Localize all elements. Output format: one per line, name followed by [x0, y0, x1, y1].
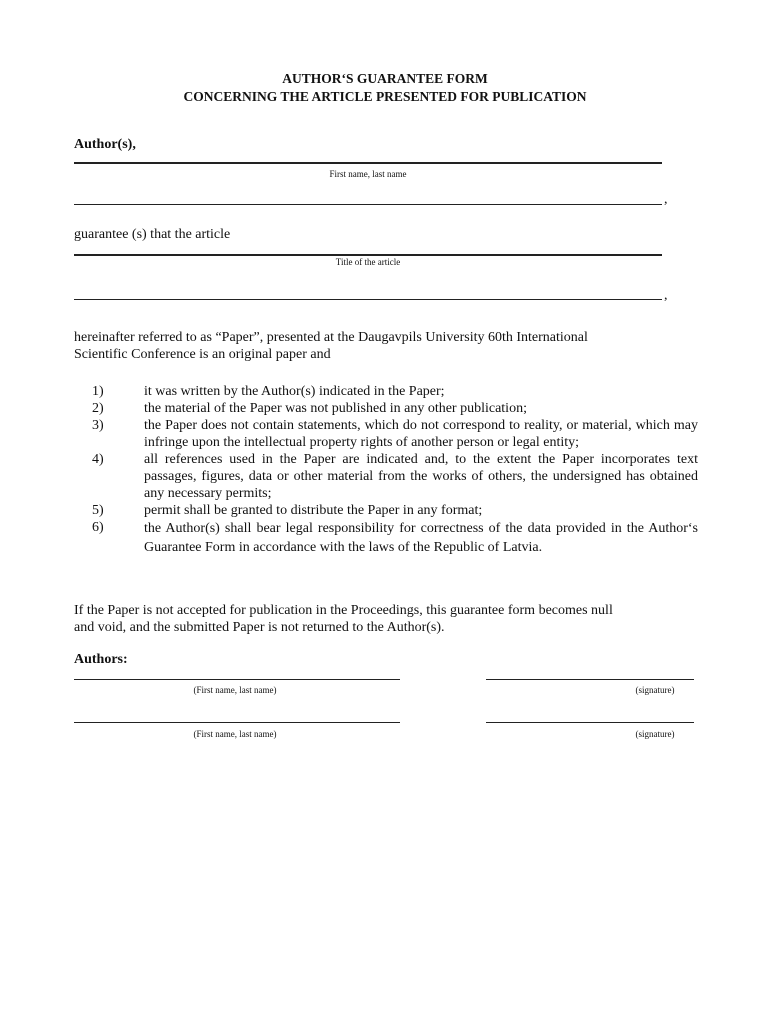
list-item-number: 3) [92, 418, 104, 433]
list-item-number: 4) [92, 452, 104, 467]
signature-line-1[interactable] [486, 679, 694, 680]
signer-name-line-1[interactable] [74, 679, 400, 680]
list-item [92, 502, 698, 519]
signature-line-2[interactable] [486, 722, 694, 723]
null-paragraph-line-2: and void, and the submitted Paper is not returned to the Author(s). [74, 620, 445, 635]
signature-caption-1: (signature) [635, 685, 675, 695]
article-title-line-1[interactable] [74, 254, 662, 256]
author-name-caption: First name, last name [329, 169, 407, 179]
list-item-number: 5) [92, 503, 104, 518]
signer-name-caption-1: (First name, last name) [193, 685, 277, 695]
list-item-number: 2) [92, 401, 104, 416]
authors-label: Author(s), [74, 137, 136, 152]
list-item-number: 6) [92, 520, 104, 535]
conditions-list [92, 383, 698, 557]
signature-caption-2: (signature) [635, 729, 675, 739]
guarantee-intro: guarantee (s) that the article [74, 227, 231, 242]
list-item [92, 519, 698, 557]
list-item-text: all references used in the Paper are indicated and, to the extent the Paper incorporates text passages, figures, data or other material from the works of others, the undersigned has obtained any necessary permits; [144, 452, 698, 501]
paper-paragraph-line-2: Scientific Conference is an original paper and [74, 347, 331, 362]
signer-name-line-2[interactable] [74, 722, 400, 723]
article-line-comma: , [664, 288, 668, 303]
null-paragraph-line-1: If the Paper is not accepted for publication in the Proceedings, this guarantee form becomes null [74, 603, 613, 618]
form-title: AUTHOR‘S GUARANTEE FORM [282, 71, 488, 86]
list-item-text: the Paper does not contain statements, which do not correspond to reality, or material, which may infringe upon the intellectual property rights of another person or legal entity; [144, 418, 698, 450]
author-name-line-2[interactable] [74, 204, 662, 205]
author-name-line-1[interactable] [74, 162, 662, 164]
list-item [92, 417, 698, 451]
list-item-text: the Author(s) shall bear legal responsibility for correctness of the data provided in the Author‘s Guarantee Form in accordance with the laws of the Republic of Latvia. [144, 521, 698, 555]
list-item [92, 451, 698, 502]
paper-paragraph-line-1: hereinafter referred to as “Paper”, presented at the Daugavpils University 60th International [74, 330, 588, 345]
list-item-text: the material of the Paper was not published in any other publication; [144, 401, 527, 416]
article-title-line-2[interactable] [74, 299, 662, 300]
author-line-comma: , [664, 192, 668, 207]
signer-name-caption-2: (First name, last name) [193, 729, 277, 739]
article-title-caption: Title of the article [335, 257, 401, 267]
list-item-number: 1) [92, 384, 104, 399]
list-item-text: it was written by the Author(s) indicated in the Paper; [144, 384, 445, 399]
list-item-text: permit shall be granted to distribute the Paper in any format; [144, 503, 483, 518]
list-item [92, 383, 698, 400]
signatures-label: Authors: [74, 652, 128, 667]
list-item [92, 400, 698, 417]
form-subtitle: CONCERNING THE ARTICLE PRESENTED FOR PUBLICATION [183, 89, 587, 104]
